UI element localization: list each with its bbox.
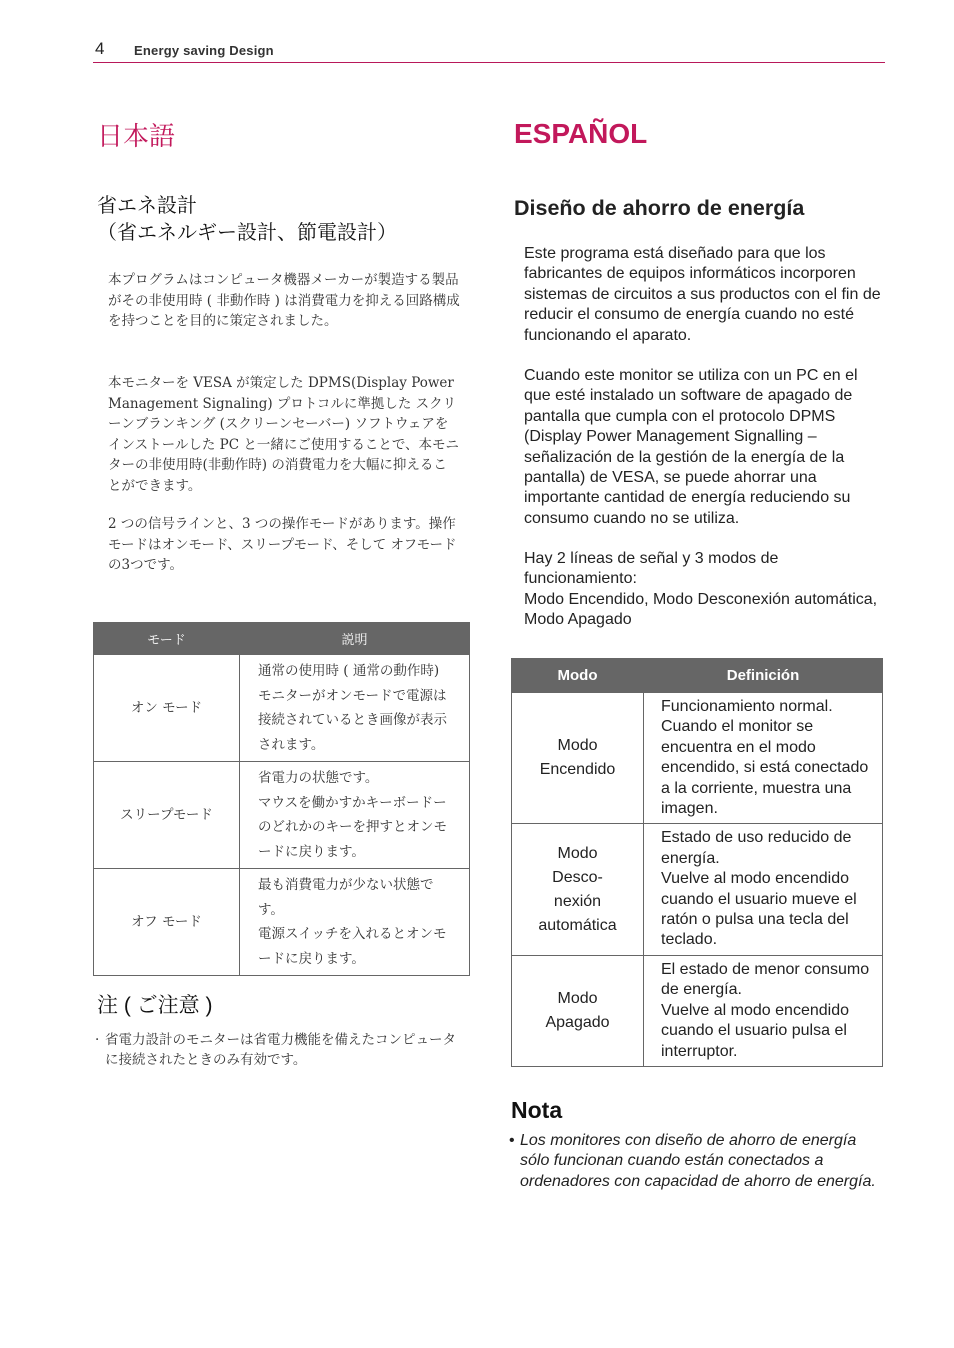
mode-cell: スリープモード <box>94 762 240 869</box>
table-header-mode: モード <box>94 623 240 655</box>
bullet-icon: · <box>95 1032 100 1048</box>
spanish-note-title: Nota <box>511 1097 563 1123</box>
mode-cell: Modo Desco- nexión automática <box>512 824 644 955</box>
japanese-note-text: 省電力設計のモニターは省電力機能を備えたコンピュータに接続されたときのみ有効です。 <box>105 1032 456 1068</box>
japanese-heading: 日本語 <box>97 121 176 151</box>
mode-cell: オフ モード <box>94 869 240 976</box>
bullet-icon: • <box>509 1132 515 1149</box>
table-header-definition: Definición <box>644 659 883 693</box>
definition-cell: El estado de menor consumo de energía. Vuelve al modo encendido cuando el usuario pulsa el interruptor. <box>644 955 883 1066</box>
mode-cell: オン モード <box>94 655 240 762</box>
japanese-note-title: 注 ( ご注意 ) <box>97 994 213 1017</box>
table-row <box>94 655 470 762</box>
description-cell: 通常の使用時 ( 通常の動作時) モニターがオンモードで電源は接続されているとき画像が表示されます。 <box>240 655 470 762</box>
table-header-mode: Modo <box>512 659 644 693</box>
spanish-note <box>509 1131 881 1192</box>
page-number: 4 <box>95 39 105 58</box>
description-cell: 最も消費電力が少ない状態です。 電源スイッチを入れるとオンモードに戻ります。 <box>240 869 470 976</box>
description-cell: 省電力の状態です。 マウスを働かすかキーボードーのどれかのキーを押すとオンモードに戻ります。 <box>240 762 470 869</box>
spanish-note-text: Los monitores con diseño de ahorro de energía sólo funcionan cuando están conectados a ordenadores con capacidad de ahorro de energía. <box>520 1132 876 1190</box>
japanese-note <box>95 1030 465 1070</box>
japanese-paragraph-2: 本モニターを VESA が策定した DPMS(Display Power Management Signaling) プロトコルに準拠した スクリーンブランキング (スクリーンセーバー) ソフトウェアをインストールした PC と一緒にご使用することで、本モニターの非使用時(非動作時) の消費電力を大幅に抑えることができます。 <box>108 375 460 494</box>
japanese-paragraph-3: 2 つの信号ラインと、3 つの操作モードがあります。操作モードはオンモード、スリープモード、そして オフモードの3つです。 <box>108 516 457 573</box>
spanish-paragraph-3: Hay 2 líneas de señal y 3 modos de funcionamiento: Modo Encendido, Modo Desconexión automática, Modo Apagado <box>524 550 878 629</box>
spanish-subheading: Diseño de ahorro de energía <box>514 196 805 220</box>
table-row <box>512 824 883 955</box>
table-header-row <box>94 623 470 655</box>
table-header-row <box>512 659 883 693</box>
spanish-heading: ESPAÑOL <box>514 118 648 149</box>
table-header-description: 説明 <box>240 623 470 655</box>
table-row <box>512 955 883 1066</box>
table-row <box>512 693 883 824</box>
spanish-paragraph-1: Este programa está diseñado para que los fabricantes de equipos informáticos incorporen sistemas de circuitos a sus productos con el fin de reducir el consumo de energía cuando no esté funcionando el aparato. <box>524 245 881 344</box>
spanish-paragraph-2: Cuando este monitor se utiliza con un PC en el que esté instalado un software de apagado de pantalla que cumpla con el protocolo DPMS (Display Power Management Signalling – señalización de la gestión de la energía de la pantalla) de VESA, se puede ahorrar una importante cantidad de energía reduciendo su consumo cuando no se utiliza. <box>524 367 858 527</box>
table-row <box>94 762 470 869</box>
japanese-subheading: 省エネ設計 （省エネルギー設計、節電設計） <box>97 195 397 244</box>
definition-cell: Estado de uso reducido de energía. Vuelve al modo encendido cuando el usuario mueve el ratón o pulsa una tecla del teclado. <box>644 824 883 955</box>
running-title: Energy saving Design <box>134 43 274 58</box>
header-rule <box>93 62 885 63</box>
mode-cell: Modo Encendido <box>512 693 644 824</box>
table-row <box>94 869 470 976</box>
spanish-mode-table <box>511 658 883 1067</box>
mode-cell: Modo Apagado <box>512 955 644 1066</box>
japanese-paragraph-1: 本プログラムはコンピュータ機器メーカーが製造する製品がその非使用時 ( 非動作時 ) は消費電力を抑える回路構成を持つことを目的に策定されました。 <box>108 272 460 329</box>
definition-cell: Funcionamiento normal. Cuando el monitor se encuentra en el modo encendido, si está conectado a la corriente, muestra una imagen. <box>644 693 883 824</box>
japanese-mode-table <box>93 622 470 976</box>
